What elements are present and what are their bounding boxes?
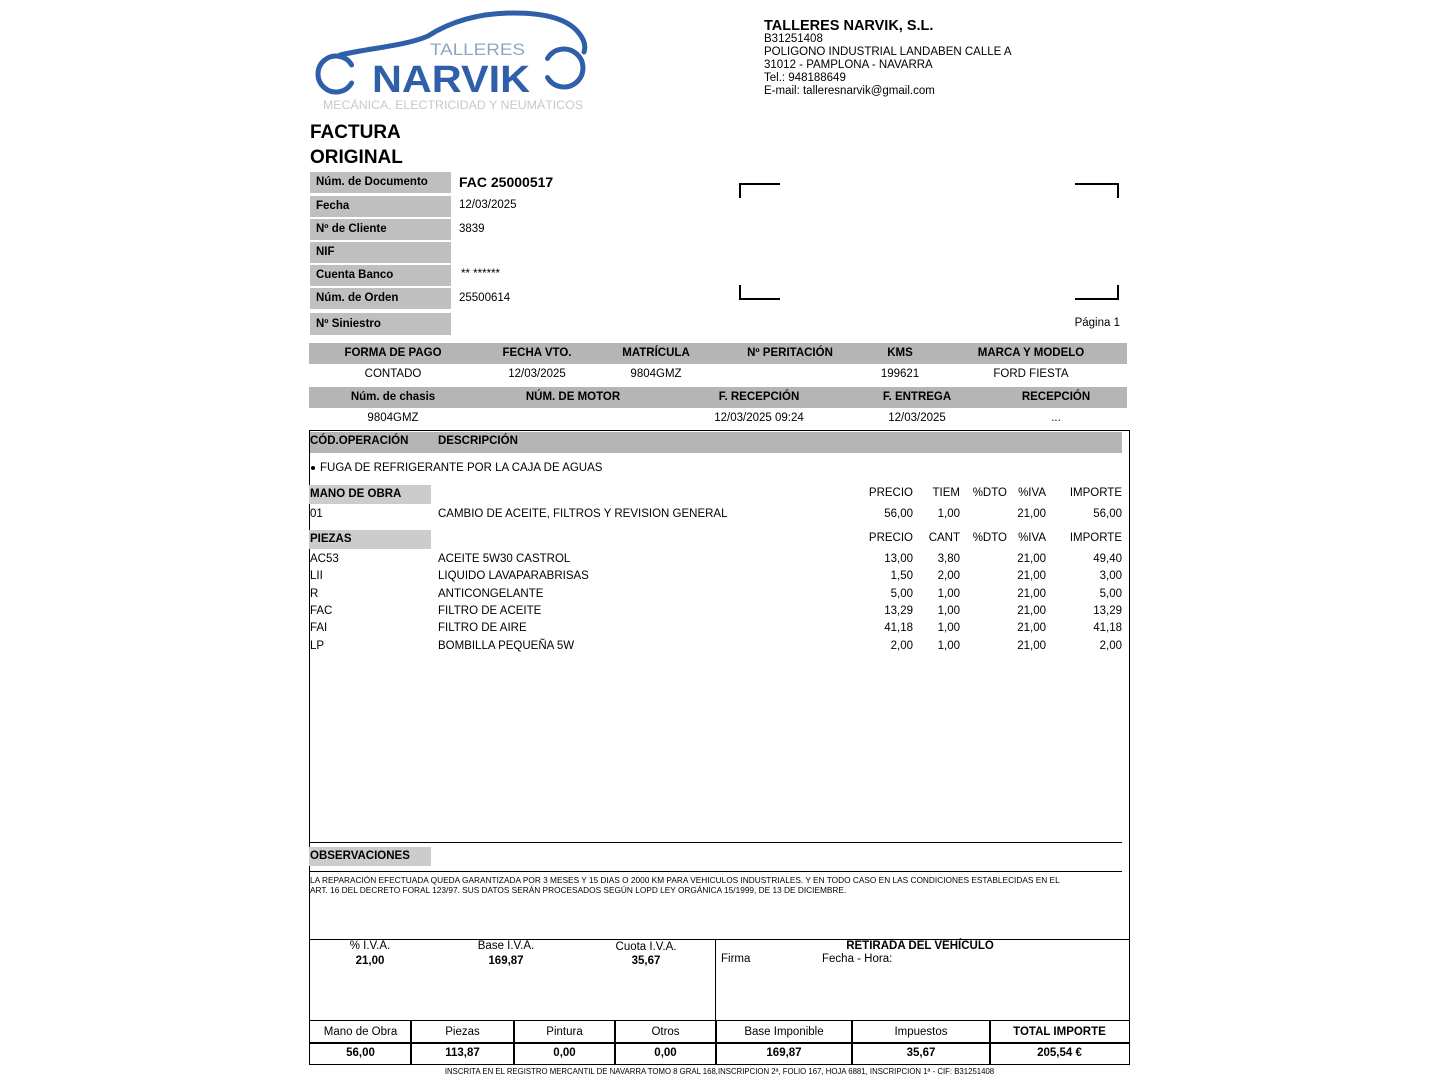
chassis: 9804GMZ [367,412,419,424]
header-reception: RECEPCIÓN [1021,391,1091,403]
address-bracket-top-left [739,183,780,198]
row-vat: 21,00 [1017,622,1046,634]
row-quantity: 1,00 [937,605,960,617]
taxable-base: 169,87 [766,1047,802,1059]
row-amount: 2,00 [1099,640,1122,652]
header-due-date: FECHA VTO. [502,347,572,359]
row-description: BOMBILLA PEQUEÑA 5W [438,640,575,652]
label-document-number: Núm. de Documento [310,172,451,193]
row-description: FILTRO DE AIRE [438,622,527,634]
table-row [309,507,1130,521]
label-client-number: Nº de Cliente [310,219,451,240]
row-vat: 21,00 [1017,605,1046,617]
row-price: 5,00 [890,588,913,600]
row-code: LII [310,570,323,582]
divider-line [309,1020,1130,1021]
other-total: 0,00 [654,1047,677,1059]
table-row [309,587,1130,601]
row-amount: 5,00 [1099,588,1122,600]
label-claim-number: Nº Siniestro [310,313,451,335]
observations-title: OBSERVACIONES [309,847,431,866]
divider-line [715,940,716,1021]
col-quantity: CANT [928,532,960,544]
row-price: 56,00 [884,508,913,520]
delivery-date: 12/03/2025 [888,412,946,424]
company-cif: B31251408 [764,33,823,45]
row-description: LIQUIDO LAVAPARABRISAS [438,570,589,582]
row-code: 01 [310,508,323,520]
row-price: 13,00 [884,553,913,565]
table-row [309,604,1130,618]
header-chassis: Núm. de chasis [350,391,436,403]
company-phone: Tel.: 948188649 [764,72,846,84]
document-copy: ORIGINAL [310,147,403,168]
table-row [309,639,1130,653]
payment-method: CONTADO [364,368,422,380]
row-code: FAI [310,622,328,634]
labor-column-headers [309,486,1130,500]
col-amount: IMPORTE [1069,532,1122,544]
label-date: Fecha [310,196,451,217]
work-header-bar [310,432,1122,453]
bullet-icon [311,466,315,470]
label-labor-total: Mano de Obra [323,1026,398,1038]
logo-front-wheel [318,56,352,92]
header-payment-method: FORMA DE PAGO [344,347,442,359]
row-code: LP [310,640,325,652]
label-grand-total: TOTAL IMPORTE [1013,1026,1106,1038]
reception: ... [1051,412,1061,424]
document-number: FAC 25000517 [459,174,554,190]
divider-line [310,871,1122,872]
vat-amount: 35,67 [631,955,661,967]
label-vat-base: Base I.V.A. [477,940,535,952]
row-vat: 21,00 [1017,570,1046,582]
work-box [309,430,1130,1065]
table-row [309,621,1130,635]
parts-column-headers [309,531,1130,545]
col-discount: %DTO [972,487,1007,499]
row-vat: 21,00 [1017,588,1046,600]
logo-tagline: MECÁNICA, ELECTRICIDAD Y NEUMÁTICOS [323,100,565,112]
divider-line [309,842,1122,843]
paint-total: 0,00 [553,1047,576,1059]
logo-rear-wheel [548,49,583,87]
row-amount: 56,00 [1093,508,1122,520]
document-type: FACTURA [310,122,401,143]
row-code: FAC [310,605,333,617]
row-description: FILTRO DE ACEITE [438,605,542,617]
bank-account: ** ****** [461,268,500,280]
registry-footer: INSCRITA EN EL REGISTRO MERCANTIL DE NAVARRA TOMO 8 GRAL 168,INSCRIPCION 2ª, FOLIO 167, HOJA 6881, INSCRIPCION 1ª - CIF: B31251408 [444,1067,995,1076]
row-amount: 13,29 [1093,605,1122,617]
header-make-model: MARCA Y MODELO [977,347,1085,359]
row-quantity: 1,00 [937,588,960,600]
row-time: 1,00 [937,508,960,520]
company-logo [310,8,600,116]
address-bracket-bottom-right [1075,285,1119,300]
address-bracket-bottom-left [739,285,780,300]
header-operation-code: CÓD.OPERACIÓN [310,435,409,447]
header-reception-date: F. RECEPCIÓN [718,391,800,403]
client-number: 3839 [459,223,485,235]
pickup-datetime-label: Fecha - Hora: [822,953,893,965]
observations-line-1: LA REPARACIÓN EFECTUADA QUEDA GARANTIZADA POR 3 MESES Y 15 DIAS O 2000 KM PARA VEHICULOS INDUSTRIALES. Y EN TODO CASO EN LAS CONDICIONES ESTABLECIDAS EN EL [310,875,1060,885]
company-address: POLIGONO INDUSTRIAL LANDABEN CALLE A [764,46,1012,58]
row-price: 2,00 [890,640,913,652]
row-amount: 41,18 [1093,622,1122,634]
plate: 9804GMZ [630,368,682,380]
row-code: AC53 [310,553,339,565]
col-price: PRECIO [868,487,913,499]
label-parts-total: Piezas [445,1026,480,1038]
col-time: TIEM [932,487,960,499]
row-vat: 21,00 [1017,640,1046,652]
row-description: ACEITE 5W30 CASTROL [438,553,571,565]
invoice-date: 12/03/2025 [459,199,517,211]
reception-date: 12/03/2025 09:24 [714,412,804,424]
label-order-number: Núm. de Orden [310,288,451,309]
vat-base: 169,87 [488,955,524,967]
label-bank-account: Cuenta Banco [310,265,451,286]
make-model: FORD FIESTA [993,368,1069,380]
logo-talleres: TALLERES [430,40,525,59]
taxes: 35,67 [906,1047,936,1059]
row-vat: 21,00 [1017,508,1046,520]
vehicle-pickup-title: RETIRADA DEL VEHÍCULO [846,940,994,952]
company-name: TALLERES NARVIK, S.L. [764,18,934,34]
col-price: PRECIO [868,532,913,544]
grand-total: 205,54 € [1037,1047,1082,1059]
labor-total: 56,00 [346,1047,375,1059]
work-note: FUGA DE REFRIGERANTE POR LA CAJA DE AGUAS [320,462,603,474]
col-amount: IMPORTE [1069,487,1122,499]
row-price: 41,18 [884,622,913,634]
col-discount: %DTO [972,532,1007,544]
observations-line-2: ART. 16 DEL DECRETO FORAL 123/97. SUS DATOS SERÁN PROCESADOS SEGÚN LOPD LEY ORGÁNICA 15/1999, DE 13 DE DICIEMBRE. [310,885,847,895]
row-amount: 3,00 [1099,570,1122,582]
row-quantity: 3,80 [937,553,960,565]
row-quantity: 1,00 [937,640,960,652]
company-email: E-mail: talleresnarvik@gmail.com [764,85,935,97]
row-amount: 49,40 [1093,553,1122,565]
table-row [309,552,1130,566]
parts-total: 113,87 [445,1047,480,1059]
label-taxable-base: Base Imponible [744,1026,824,1038]
label-vat-amount: Cuota I.V.A. [615,941,677,953]
row-vat: 21,00 [1017,553,1046,565]
signature-label: Firma [721,953,751,965]
vat-rate: 21,00 [355,955,385,967]
col-vat: %IVA [1018,487,1046,499]
company-details [764,33,1012,98]
row-code: R [310,588,319,600]
row-quantity: 2,00 [937,570,960,582]
col-vat: %IVA [1018,532,1046,544]
header-description: DESCRIPCIÓN [438,435,518,447]
address-bracket-top-right [1075,183,1119,198]
kms: 199621 [880,368,920,380]
labor-section-title: MANO DE OBRA [309,485,431,504]
label-nif: NIF [310,242,451,263]
company-city: 31012 - PAMPLONA - NAVARRA [764,59,933,71]
row-quantity: 1,00 [937,622,960,634]
header-appraisal: Nº PERITACIÓN [747,347,833,359]
header-delivery-date: F. ENTREGA [882,391,952,403]
row-price: 13,29 [884,605,913,617]
due-date: 12/03/2025 [508,368,566,380]
label-taxes: Impuestos [894,1026,948,1038]
row-price: 1,50 [890,570,913,582]
header-engine: NÚM. DE MOTOR [525,391,621,403]
header-plate: MATRÍCULA [622,347,690,359]
label-vat-rate: % I.V.A. [349,940,391,952]
row-description: ANTICONGELANTE [438,588,544,600]
label-paint-total: Pintura [546,1026,583,1038]
page-number: Página 1 [1074,317,1120,329]
order-number: 25500614 [459,292,511,304]
table-row [309,569,1130,583]
row-description: CAMBIO DE ACEITE, FILTROS Y REVISION GENERAL [438,508,728,520]
logo-narvik: NARVIK [372,59,531,101]
parts-section-title: PIEZAS [309,530,431,549]
header-kms: KMS [887,347,913,359]
label-other-total: Otros [651,1026,680,1038]
